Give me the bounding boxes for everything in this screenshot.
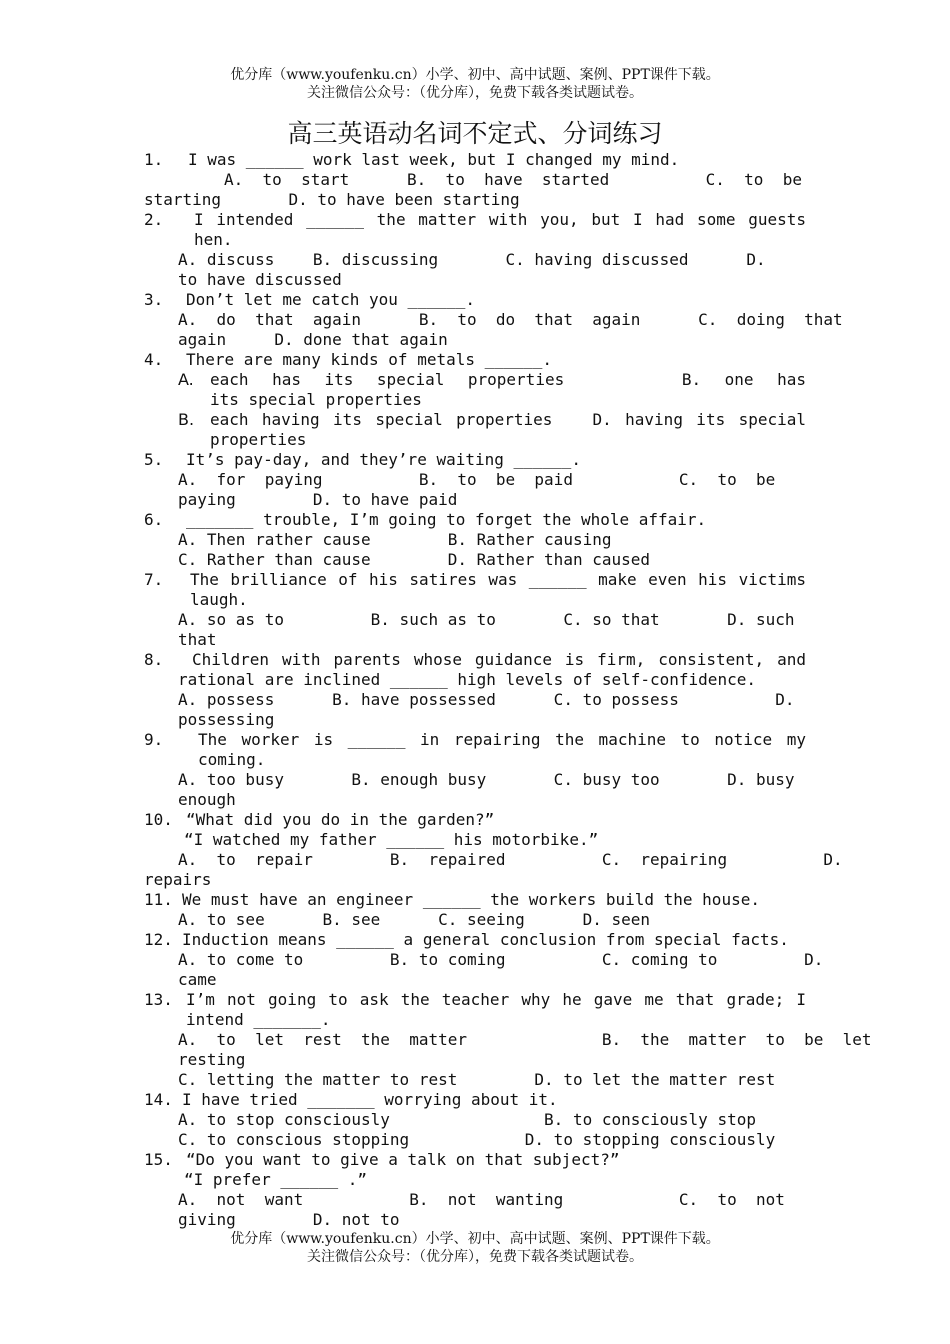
question-number: 3.	[144, 290, 164, 309]
question-stem: I was ______ work last week, but I changed my mind.	[188, 150, 680, 169]
question-12	[144, 930, 824, 990]
question-stem: I’m not going to ask the teacher why he gave me that grade; I intend _______.	[186, 990, 806, 1029]
question-number: 14.	[144, 1090, 173, 1109]
options-line: repairs	[144, 870, 212, 889]
question-number: 5.	[144, 450, 164, 469]
question-number: 10.	[144, 810, 173, 829]
options-line: A. to start B. to have started C. to be	[224, 170, 802, 189]
options-line: A. possess B. have possessed C. to possess D.	[178, 690, 795, 709]
question-stem: It’s pay-day, and they’re waiting ______.	[186, 450, 581, 469]
question-stem: Induction means ______ a general conclusion from special facts.	[182, 930, 789, 949]
options-line: enough	[178, 790, 236, 809]
options-line: again D. done that again	[178, 330, 448, 349]
question-stem: We must have an engineer ______ the workers build the house.	[182, 890, 760, 909]
question-14	[144, 1090, 806, 1150]
question-number: 7.	[144, 570, 164, 589]
options-line: C. Rather than cause D. Rather than caused	[178, 550, 651, 569]
question-4	[144, 350, 826, 450]
options-line: A. so as to B. such as to C. so that D. such	[178, 610, 795, 629]
question-stem: “Do you want to give a talk on that subject?”	[186, 1150, 620, 1169]
page-title: 高三英语动名词不定式、分词练习	[287, 119, 663, 148]
page-header	[0, 66, 950, 102]
question-stem: There are many kinds of metals ______.	[186, 350, 553, 369]
options-line: A. do that again B. to do that again C. doing that	[178, 310, 843, 329]
question-number: 2.	[144, 210, 164, 229]
options-line: A. to see B. see C. seeing D. seen	[178, 910, 651, 929]
footer-line-2: 关注微信公众号：（优分库），免费下载各类试题试卷。	[307, 1249, 643, 1265]
options-line: starting D. to have been starting	[144, 190, 520, 209]
header-line-2: 关注微信公众号：（优分库），免费下载各类试题试卷。	[307, 85, 643, 101]
question-9	[144, 730, 806, 810]
question-stem: Don’t let me catch you ______.	[186, 290, 475, 309]
option-label: A.	[178, 370, 194, 389]
options-line: resting	[178, 1050, 246, 1069]
options-line: A. for paying B. to be paid C. to be	[178, 470, 776, 489]
question-number: 1.	[144, 150, 164, 169]
question-number: 11.	[144, 890, 173, 909]
options-line: A. not want B. not wanting C. to not	[178, 1190, 785, 1209]
question-stem: The brilliance of his satires was ______ make even his victims laugh.	[190, 570, 806, 609]
options-line: A. to repair B. repaired C. repairing D.	[178, 850, 843, 869]
options-line: to have discussed	[178, 270, 342, 289]
options-line: A. to stop consciously B. to consciously stop	[178, 1110, 756, 1129]
question-number: 6.	[144, 510, 164, 529]
question-11	[144, 890, 806, 930]
question-number: 15.	[144, 1150, 173, 1169]
question-7	[144, 570, 806, 650]
question-1	[144, 150, 806, 210]
options-line: C. letting the matter to rest D. to let the matter rest	[178, 1070, 776, 1089]
question-number: 8.	[144, 650, 164, 669]
options-line: came	[178, 970, 217, 989]
question-stem: I intended ______ the matter with you, but I had some guests hen.	[194, 210, 806, 249]
question-stem: Children with parents whose guidance is firm, consistent, and	[192, 650, 806, 669]
options-line: giving D. not to	[178, 1210, 400, 1229]
question-3	[144, 290, 843, 350]
option-text: each having its special properties D. having its special properties	[210, 410, 816, 449]
options-line: A. to come to B. to coming C. coming to D.	[178, 950, 824, 969]
question-10	[144, 810, 843, 890]
options-line: C. to conscious stopping D. to stopping consciously	[178, 1130, 776, 1149]
question-2	[144, 210, 806, 290]
question-number: 12.	[144, 930, 173, 949]
options-line: A. Then rather cause B. Rather causing	[178, 530, 612, 549]
question-13	[144, 990, 872, 1090]
options-line: paying D. to have paid	[178, 490, 458, 509]
options-line: A. to let rest the matter B. the matter to be let	[178, 1030, 872, 1049]
question-stem-continued: rational are inclined ______ high levels of self-confidence.	[178, 670, 756, 689]
question-stem: _______ trouble, I’m going to forget the whole affair.	[186, 510, 707, 529]
question-stem: “What did you do in the garden?”	[186, 810, 495, 829]
options-line: A. discuss B. discussing C. having discussed D.	[178, 250, 766, 269]
question-number: 4.	[144, 350, 164, 369]
header-line-1: 优分库（www.youfenku.cn）小学、初中、高中试题、案例、PPT课件下载。	[230, 67, 720, 83]
options-line: possessing	[178, 710, 275, 729]
footer-line-1: 优分库（www.youfenku.cn）小学、初中、高中试题、案例、PPT课件下载。	[230, 1231, 720, 1247]
question-stem: I have tried _______ worrying about it.	[182, 1090, 558, 1109]
question-number: 9.	[144, 730, 164, 749]
option-text: each has its special properties B. one has its special properties	[210, 370, 826, 409]
question-8	[144, 650, 806, 730]
page-footer	[0, 1230, 950, 1266]
question-6	[144, 510, 806, 570]
question-15	[144, 1150, 806, 1230]
question-number: 13.	[144, 990, 173, 1009]
question-stem: The worker is ______ in repairing the machine to notice my coming.	[198, 730, 806, 769]
options-line: A. too busy B. enough busy C. busy too D. busy	[178, 770, 795, 789]
question-stem-continued: “I prefer ______ .”	[184, 1170, 368, 1189]
option-label: B.	[178, 410, 195, 429]
question-list	[144, 150, 872, 1230]
options-line: that	[178, 630, 217, 649]
question-5	[144, 450, 806, 510]
question-stem-continued: “I watched my father ______ his motorbike.”	[184, 830, 599, 849]
